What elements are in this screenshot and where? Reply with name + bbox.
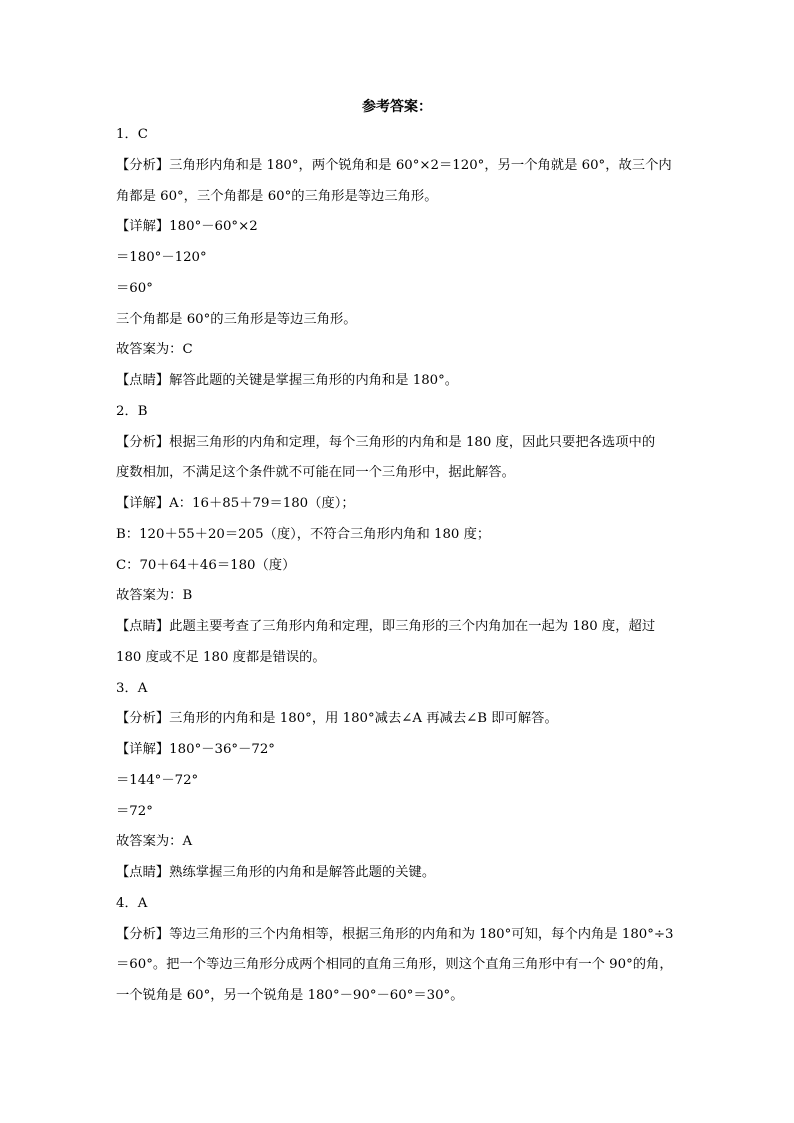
answer-2-analysis: 【分析】根据三角形的内角和定理，每个三角形的内角和是 180 度，因此只要把各选项中的 xyxy=(116,434,656,450)
answer-3-final: 故答案为：A xyxy=(116,834,193,850)
answer-3-detail: 【详解】180°－36°－72° xyxy=(116,742,275,757)
answer-2-analysis-cont: 度数相加，不满足这个条件就不可能在同一个三角形中，据此解答。 xyxy=(116,465,515,481)
answer-2-detail: 【详解】A：16＋85＋79＝180（度）； xyxy=(116,496,355,511)
answer-1-conclusion: 三个角都是 60°的三角形是等边三角形。 xyxy=(116,311,357,327)
answer-4-analysis-cont: 一个锐角是 60°，另一个锐角是 180°－90°－60°＝30°。 xyxy=(116,988,464,1003)
answer-4-analysis: 【分析】等边三角形的三个内角相等，根据三角形的内角和为 180°可知，每个内角是 180°÷3 xyxy=(116,926,674,942)
answer-2-heading: 2．B xyxy=(116,403,148,419)
answer-3-heading: 3．A xyxy=(116,680,148,696)
answer-2-step: C：70＋64＋46＝180（度） xyxy=(116,557,296,573)
answer-1-analysis: 【分析】三角形内角和是 180°，两个锐角和是 60°×2＝120°，另一个角就是 60°，故三个内 xyxy=(116,157,672,173)
answer-4-analysis-cont: ＝60°。把一个等边三角形分成两个相同的直角三角形，则这个直角三角形中有一个 90°的角， xyxy=(116,957,673,973)
answer-1-heading: 1．C xyxy=(116,127,148,142)
answer-3-analysis: 【分析】三角形的内角和是 180°，用 180°减去∠A 再减去∠B 即可解答。 xyxy=(116,711,558,727)
answer-2-final: 故答案为：B xyxy=(116,588,193,604)
answer-1-final: 故答案为：C xyxy=(116,342,193,358)
page-title: 参考答案： xyxy=(362,99,432,115)
answer-1-analysis-cont: 角都是 60°，三个角都是 60°的三角形是等边三角形。 xyxy=(116,188,438,204)
answer-3-step: ＝144°－72° xyxy=(116,772,199,788)
answer-2-step: B：120＋55＋20＝205（度），不符合三角形内角和 180 度； xyxy=(116,526,491,542)
answer-3-comment: 【点睛】熟练掌握三角形的内角和是解答此题的关键。 xyxy=(116,865,436,880)
answer-3-step: ＝72° xyxy=(116,803,153,819)
answer-1-step: ＝180°－120° xyxy=(116,250,207,265)
answer-2-comment-cont: 180 度或不足 180 度都是错误的。 xyxy=(116,649,326,665)
answer-content xyxy=(116,120,694,1012)
answer-1-comment: 【点睛】解答此题的关键是掌握三角形的内角和是 180°。 xyxy=(116,373,459,388)
answer-1-detail: 【详解】180°－60°×2 xyxy=(116,219,258,235)
answer-4-heading: 4．A xyxy=(116,895,148,911)
answer-1-step: ＝60° xyxy=(116,280,153,296)
answer-2-comment: 【点睛】此题主要考查了三角形内角和定理，即三角形的三个内角加在一起为 180 度，超过 xyxy=(116,619,656,634)
